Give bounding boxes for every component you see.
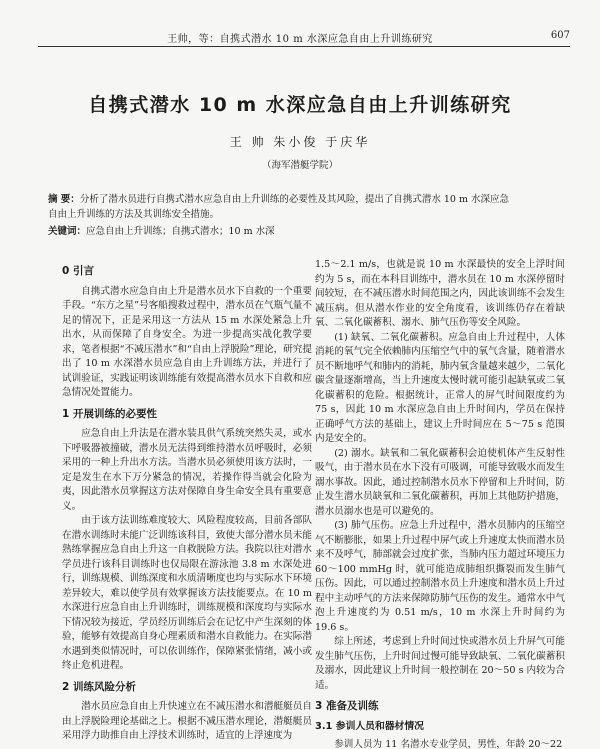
body-paragraph: (1) 缺氧、二氧化碳蓄积。应急自由上升过程中，人体消耗的氧气完全依赖肺内压缩空气中的氧气含量，随着潜水员不断地呼气和肺内的消耗，肺内氧含量越来越少，二氧化碳含量逐渐增高，当上升速度太慢时就可能引起缺氧或二氧化碳蓄积的危险。根据统计，正常人的屏气时间限度约为 75 s，因此 10 m 水深应急自由上升时间内，学员在保持正确呼气方法的基础上，建议上升时间应在 5～75 s 范围内是安全的。 — [315, 331, 565, 444]
running-header — [0, 0, 600, 46]
running-title: 王帅，等：自携式潜水 10 m 水深应急自由上升训练研究 — [167, 34, 433, 45]
body-paragraph: (2) 溺水。缺氧和二氧化碳蓄积会迫使机体产生反射性吸气，由于潜水员在水下没有可吸调，可能导致吸水而发生溺水事故。因此，通过控制潜水员水下停留和上升时间，防止发生潜水员缺氧和二氧化碳蓄积，再加上其他防护措施，潜水员溺水也是可以避免的。 — [315, 447, 565, 517]
abstract-text: 自由上升训练的方法及其训练安全措施。 — [48, 209, 220, 220]
right-column — [315, 258, 565, 749]
body-paragraph: 潜水员应急自由上升快速立在不减压潜水和潜艇艇员自由上浮脱险理论基础之上。根据不减压潜水理论，潜艇艇员采用浮力助推自由上浮技术训练时，适宜的上浮速度为 — [62, 701, 312, 741]
left-column — [62, 258, 312, 749]
body-paragraph: 综上所述，考虑到上升时间过快或潜水员上升屏气可能发生肺气压伤，上升时间过慢可能导致缺氧、二氧化碳蓄积及溺水，因此建议上升时间一般控制在 20～50 s 内较为合适。 — [315, 636, 565, 691]
authors: 王 帅 朱小俊 于庆华 — [229, 135, 371, 149]
page-number: 607 — [550, 30, 570, 41]
section-heading: 0 引言 — [62, 265, 94, 277]
body-paragraph: 参训人员为 11 名潜水专业学员，男性，年龄 20～22 — [334, 739, 563, 749]
body-paragraph: (3) 肺气压伤。应急上升过程中，潜水员肺内的压缩空气不断膨胀，如果上升过程中屏气或上升速度太快而潜水员来不及呼气，肺部就会过度扩张，当肺内压力超过环境压力 60～100 mmHg 时，就可能造成肺组织撕裂而发生肺气压伤。因此，可以通过控制潜水员上升速度和潜水员上升过程中主动呼气的方法来保障防肺气压伤的发生。通常水中气泡上升速度约为 0.51 m/s，10 m 水深上升时间约为 19.6 s。 — [315, 520, 565, 633]
keywords-label: 关键词： — [48, 226, 87, 237]
body-paragraph: 1.5～2.1 m/s，也就是说 10 m 水深最快的安全上浮时间约为 5 s，而在本科目训练中，潜水员在 10 m 水深停留时间较短，在不减压潜水时间范围之内，因此该训练不会发生减压病。但从潜水作业的安全角度看，该训练仍存在着缺氧、二氧化碳蓄积、溺水、肺气压伤等安全风险。 — [315, 259, 565, 328]
section-heading: 2 训练风险分析 — [62, 680, 136, 693]
abstract-label: 摘 要： — [48, 194, 80, 205]
body-paragraph: 应急自由上升法是在潜水装具供气系统突然失灵，或水下呼吸器被撞破，潜水员无法得到维持潜水员呼吸时，必须采用的一种上升出水方法。当潜水员必须使用该方法时，一定是发生在水下万分紧急的情况，若操作得当就会化险为夷，因此潜水员掌握这方法对保障自身生命安全具有重要意义。 — [62, 428, 312, 512]
paper-title: 自携式潜水 10 m 水深应急自由上升训练研究 — [88, 94, 512, 116]
abstract-line — [48, 207, 219, 222]
keywords-text: 应急自由上升训练；自携式潜水；10 m 水深 — [86, 226, 275, 237]
abstract-line — [48, 192, 509, 207]
abstract-text: 分析了潜水员进行自携式潜水应急自由上升训练的必要性及其风险，提出了自携式潜水 10 m 水深应急 — [79, 194, 509, 205]
section-heading: 3 准备及训练 — [315, 700, 379, 712]
body-paragraph: 由于该方法训练难度较大、风险程度较高，目前各部队在潜水训练时未能广泛训练该科目，致使大部分潜水员未能熟练掌握应急自由上升这一自救脱险方法。我院以往对潜水学员进行该科目训练时也仅局限在游泳池 3.8 m 水深处进行，训练规模、训练深度和水质清晰度也均与实际水下环境差异较大，难以使学员有效掌握该方法技能要点。在 10 m 水深进行应急自由上升训练时，训练规模和深度均与实际水下情况较为接近，学员经历训练后会在记忆中产生深刻的体验，能够有效提高自身心理素质和潜水自救能力。在实际潜水遇到类似情况时，可以依训练作，保障紧张情绪，减小或终止危机进程。 — [62, 515, 312, 671]
affiliation: （海军潜艇学院） — [261, 160, 338, 171]
body-paragraph: 自携式潜水应急自由上升是潜水员水下自救的一个重要手段。“东方之星”号客船搜救过程中，潜水员在气瓶气量不足的情况下，正是采用这一方法从 15 m 水深处紧急上升出水，从而保障了自身安全。为进一步提高实战化教学要求，笔者根据“不减压潜水”和“自由上浮脱险”理论，研究提出了 10 m 水深潜水员应急自由上升训练方法，并进行了试训验证，实践证明该训练能有效提高潜水员水下自救和应急情况处置能力。 — [62, 285, 312, 398]
section-heading: 1 开展训练的必要性 — [62, 407, 157, 420]
header-divider — [38, 46, 570, 47]
subsection-heading: 3.1 参训人员和器材情况 — [315, 720, 424, 732]
keywords-line — [48, 224, 275, 239]
